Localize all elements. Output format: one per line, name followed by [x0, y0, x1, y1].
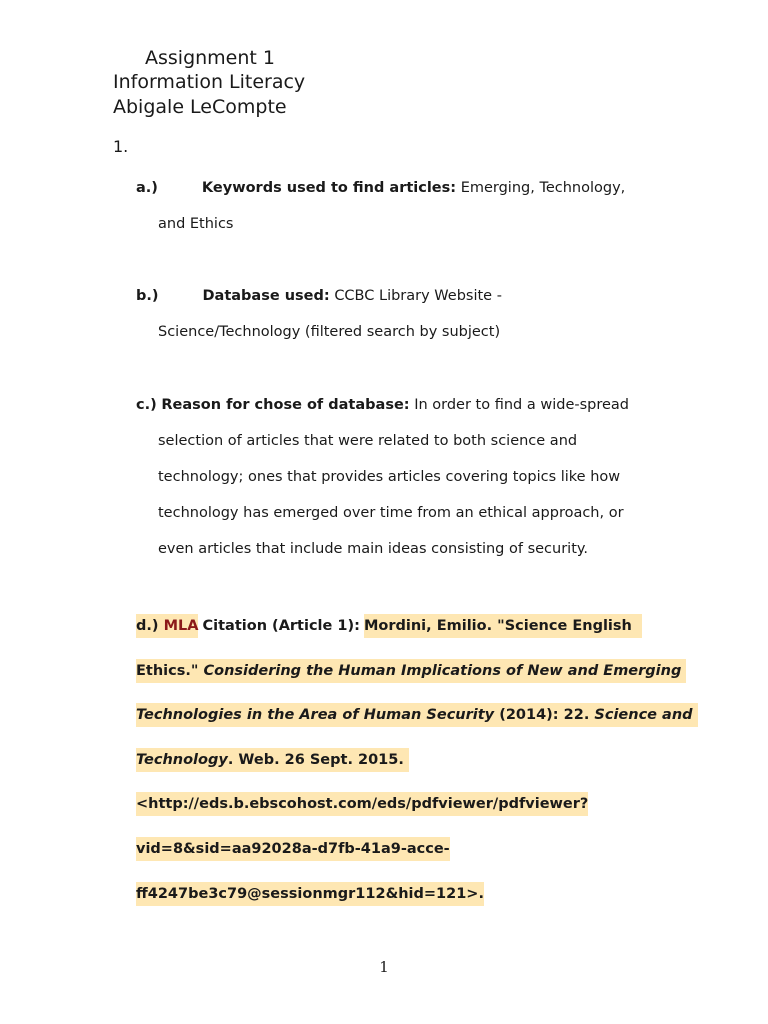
item-a-label: a.) — [136, 180, 158, 196]
item-d-label: d.) — [136, 618, 159, 634]
citation-line5 — [136, 786, 696, 831]
item-b-text2: Science/Technology (filtered search by subject) — [158, 324, 501, 340]
item-c-text2: selection of articles that were related to both science and — [158, 433, 578, 449]
item-c-text5: even articles that include main ideas consisting of security. — [158, 541, 589, 557]
item-b-text1: CCBC Library Website - — [334, 288, 502, 304]
item-b — [136, 278, 656, 350]
item-d-lead — [136, 614, 198, 638]
citation-article-title: Ethics." — [136, 662, 199, 679]
citation-database-2: Technology — [136, 751, 228, 768]
item-d-citation — [136, 608, 696, 920]
item-a-text2: and Ethics — [158, 216, 234, 232]
item-a-title: Keywords used to find articles: — [201, 180, 457, 196]
citation-access-date: . Web. 26 Sept. 2015. — [227, 751, 404, 768]
citation-book-title-2: Technologies in the Area of Human Security — [136, 707, 495, 724]
citation-line4-highlight — [136, 748, 409, 772]
citation-line2-highlight — [136, 659, 686, 683]
item-b-label: b.) — [136, 288, 159, 304]
citation-line4 — [136, 742, 696, 787]
item-b-line1 — [136, 278, 656, 314]
citation-line3-highlight — [136, 703, 698, 727]
citation-url-2[interactable]: vid=8&sid=aa92028a-d7fb-41a9-acce- — [136, 837, 450, 861]
item-a-text1: Emerging, Technology, — [460, 180, 626, 196]
citation-line1-text: Mordini, Emilio. "Science English — [363, 618, 632, 634]
citation-line3 — [136, 697, 696, 742]
item-c-title: Reason for chose of database: — [161, 397, 410, 413]
citation-url-3[interactable]: ff4247be3c79@sessionmgr112&hid=121>. — [136, 882, 484, 906]
citation-author — [364, 614, 642, 638]
page-number: 1 — [379, 958, 389, 976]
citation-database-1: Science and — [594, 707, 693, 724]
item-b-title: Database used: — [202, 288, 330, 304]
citation-line2 — [136, 653, 696, 698]
citation-line6 — [136, 831, 696, 876]
item-a-line1 — [136, 170, 656, 206]
item-c-text3: technology; ones that provides articles covering topics like how — [158, 469, 621, 485]
item-c-text4: technology has emerged over time from an ethical approach, or — [158, 505, 624, 521]
question-number: 1. — [113, 137, 129, 156]
assignment-title: Assignment 1 — [145, 47, 275, 69]
author-name: Abigale LeCompte — [113, 96, 287, 118]
mla-label: MLA — [163, 618, 199, 634]
item-c-line1 — [136, 387, 656, 423]
citation-line1 — [136, 608, 696, 653]
item-a — [136, 170, 656, 242]
item-d-title: Citation (Article 1): — [202, 618, 360, 634]
citation-line7 — [136, 876, 696, 921]
course-name: Information Literacy — [113, 71, 306, 93]
item-c — [136, 387, 656, 567]
citation-book-title-1: Considering the Human Implications of New and Emerging — [203, 662, 682, 679]
citation-year-page: (2014): 22. — [499, 707, 590, 724]
item-c-text1: In order to find a wide-spread — [414, 397, 630, 413]
citation-url-1[interactable]: <http://eds.b.ebscohost.com/eds/pdfviewer/pdfviewer? — [136, 792, 588, 816]
item-c-label: c.) — [136, 397, 157, 413]
